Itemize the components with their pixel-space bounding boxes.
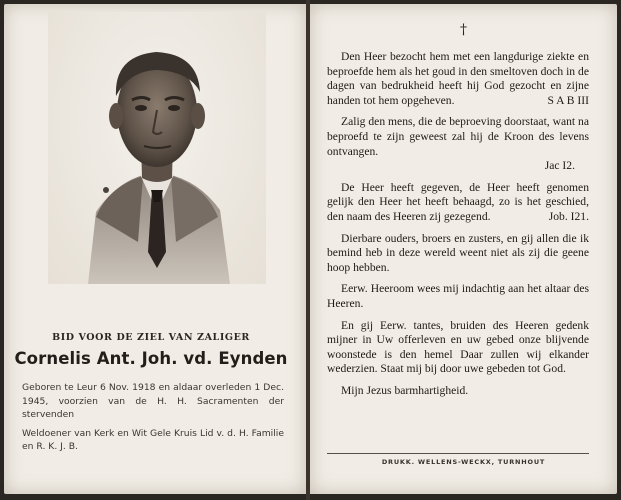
memberships-line: Weldoener van Kerk en Wit Gele Kruis Lid v. d. H. Familie en R. K. J. B. xyxy=(22,427,284,452)
scripture-reference: Jac I2. xyxy=(544,159,575,173)
prayer-heading: BID VOOR DE ZIEL VAN ZALIGER xyxy=(52,332,250,343)
paragraph-3 xyxy=(327,181,589,225)
paragraph-4 xyxy=(327,232,589,276)
paragraph-text: Zalig den mens, die de beproeving doorstaat, want na beproefd te zijn geweest zal hij de Kroon des levens ontvangen. xyxy=(327,115,589,158)
paragraph-text: Den Heer bezocht hem met een langdurige ziekte en beproefde hem als het goud in den smeltoven doch in de dagen van bedrukheid heeft hij God gezocht en zijne handen tot hem opgeheven. xyxy=(327,50,589,107)
birth-death-line: Geboren te Leur 6 Nov. 1918 en aldaar overleden 1 Dec. 1945, voorzien van de H. H. Sacramenten der stervenden xyxy=(22,382,284,420)
latin-cross-icon: † xyxy=(460,22,467,38)
paragraph-6 xyxy=(327,319,589,377)
paragraph-5 xyxy=(327,282,589,311)
portrait-photo xyxy=(48,12,266,284)
paragraph-text: Dierbare ouders, broers en zusters, en gij allen die ik bemind heb in deze wereld weent niet als zij die geene hoop hebben. xyxy=(327,231,589,274)
footer-divider xyxy=(327,453,589,454)
deceased-name: Cornelis Ant. Joh. vd. Eynden xyxy=(14,349,288,368)
paragraph-text: En gij Eerw. tantes, bruiden des Heeren gedenk mijner in Uw offerleven en uw gebed onze blijvende woonstede is den hemel Daar zullen wij elkander wederzien. Staat mij bij door uwe gebeden tot God. xyxy=(327,318,589,376)
paragraph-7 xyxy=(327,384,589,399)
scripture-reference: S A B III xyxy=(547,93,589,107)
printer-credit: DRUKK. WELLENS-WECKX, TURNHOUT xyxy=(381,458,546,466)
paragraph-2 xyxy=(327,115,589,173)
scripture-text xyxy=(327,50,589,405)
left-body-text xyxy=(22,381,284,454)
paragraph-text: Mijn Jezus barmhartigheid. xyxy=(341,383,469,397)
paragraph-text: De Heer heeft gegeven, de Heer heeft genomen gelijk den Heer het heeft behaagd, zo is het geschied, den naam des Heeren zij gezegend. xyxy=(327,180,589,223)
scripture-reference: Job. I21. xyxy=(548,209,589,223)
paragraph-1 xyxy=(327,50,589,108)
paragraph-text: Eerw. Heeroom wees mij indachtig aan het altaar des Heeren. xyxy=(327,282,589,310)
portrait-image xyxy=(48,12,266,284)
